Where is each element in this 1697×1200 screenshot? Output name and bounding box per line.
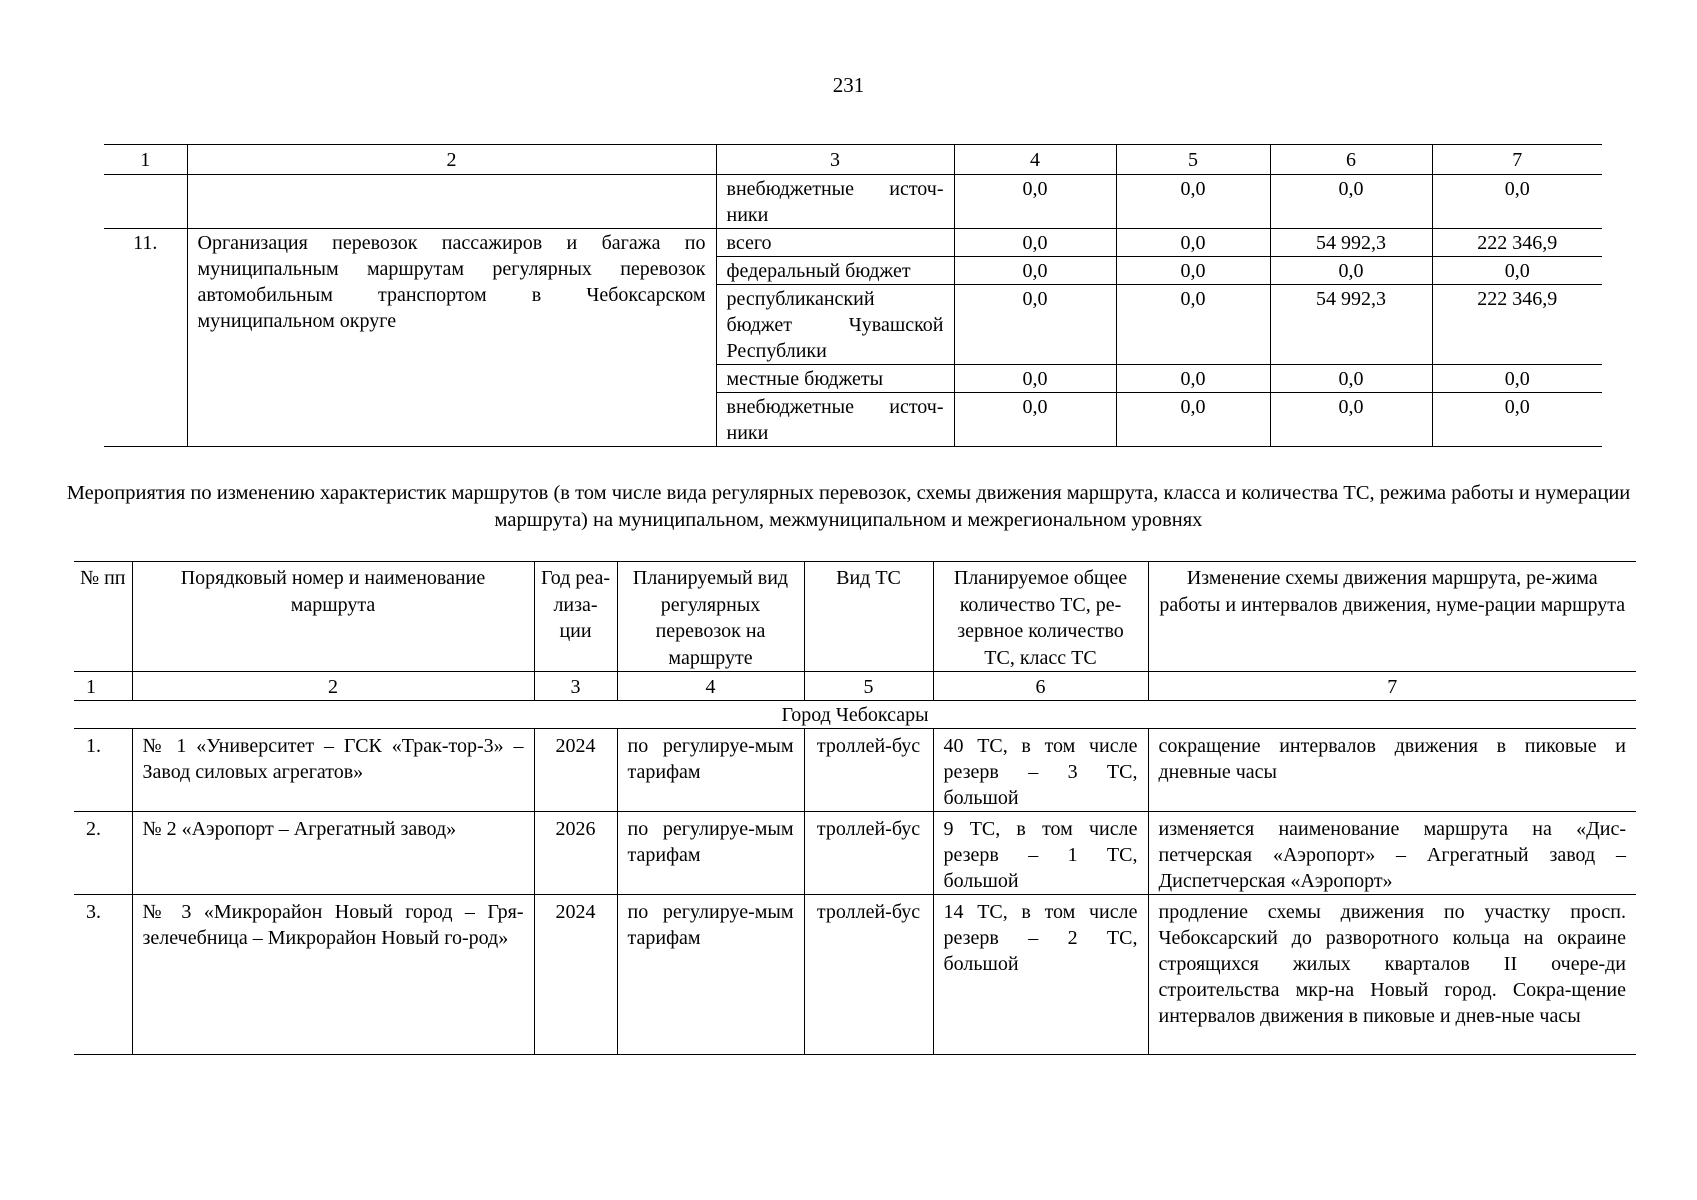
header-cell: 5 — [1116, 145, 1270, 175]
route-transport-type: по регулируе-мым тарифам — [617, 895, 804, 1055]
funding-source: внебюджетные источ-ники — [716, 393, 954, 447]
value-cell: 0,0 — [954, 285, 1116, 365]
header-count: Планируемое общее количество ТС, ре-зервное количество ТС, класс ТС — [933, 562, 1148, 672]
route-vehicle-count: 14 ТС, в том числе резерв – 2 ТС, большой — [933, 895, 1148, 1055]
header-cell: 2 — [187, 145, 716, 175]
route-name: № 1 «Университет – ГСК «Трак-тор-3» – Завод силовых агрегатов» — [132, 729, 534, 812]
value-cell: 0,0 — [954, 229, 1116, 257]
header-change: Изменение схемы движения маршрута, ре-жима работы и интервалов движения, нуме-рации маршрута — [1148, 562, 1636, 672]
value-cell: 0,0 — [1270, 257, 1432, 285]
funding-table-header — [104, 145, 1602, 175]
value-cell: 0,0 — [954, 365, 1116, 393]
value-cell: 0,0 — [1270, 393, 1432, 447]
table-row — [74, 729, 1636, 812]
column-number: 3 — [534, 672, 617, 701]
table-row — [104, 175, 1602, 229]
value-cell: 0,0 — [1116, 257, 1270, 285]
header-cell: 7 — [1432, 145, 1602, 175]
value-cell: 0,0 — [1116, 365, 1270, 393]
route-change: продление схемы движения по участку просп. Чебоксарский до разворотного кольца на окраине строящихся жилых кварталов II очере-ди строительства мкр-на Новый город. Сокра-щение интервалов движения в пиковые и днев-ные часы — [1148, 895, 1636, 1055]
route-vehicle: троллей-бус — [804, 729, 933, 812]
column-number: 7 — [1148, 672, 1636, 701]
header-route: Порядковый номер и наименование маршрута — [132, 562, 534, 672]
column-number: 1 — [74, 672, 132, 701]
city-section-title: Город Чебоксары — [74, 701, 1636, 729]
route-vehicle: троллей-бус — [804, 895, 933, 1055]
value-cell: 0,0 — [1432, 365, 1602, 393]
table-row — [74, 895, 1636, 1055]
value-cell: 0,0 — [954, 175, 1116, 229]
route-vehicle-count: 40 ТС, в том числе резерв – 3 ТС, большой — [933, 729, 1148, 812]
route-vehicle: троллей-бус — [804, 812, 933, 895]
route-change: сокращение интервалов движения в пиковые и дневные часы — [1148, 729, 1636, 812]
header-vehicle: Вид ТС — [804, 562, 933, 672]
column-number: 6 — [933, 672, 1148, 701]
header-type: Планируемый вид регулярных перевозок на маршруте — [617, 562, 804, 672]
section-row — [74, 701, 1636, 729]
value-cell: 0,0 — [1270, 175, 1432, 229]
header-cell: 1 — [104, 145, 187, 175]
row-number: 3. — [74, 895, 132, 1055]
value-cell: 0,0 — [1432, 257, 1602, 285]
empty-cell — [187, 175, 716, 229]
item-name: Организация перевозок пассажиров и багажа по муниципальным маршрутам регулярных перевозок автомобильным транспортом в Чебоксарском муниципальном округе — [187, 229, 716, 447]
routes-table-header — [74, 562, 1636, 672]
value-cell: 54 992,3 — [1270, 229, 1432, 257]
value-cell: 0,0 — [954, 257, 1116, 285]
header-cell: 6 — [1270, 145, 1432, 175]
route-change: изменяется наименование маршрута на «Дис-петчерская «Аэропорт» – Агрегатный завод – Диспетчерская «Аэропорт» — [1148, 812, 1636, 895]
value-cell: 0,0 — [1270, 365, 1432, 393]
route-name: № 2 «Аэропорт – Агрегатный завод» — [132, 812, 534, 895]
funding-source: внебюджетные источ-ники — [716, 175, 954, 229]
value-cell: 222 346,9 — [1432, 229, 1602, 257]
row-number: 1. — [74, 729, 132, 812]
route-year: 2024 — [534, 895, 617, 1055]
funding-source: республиканский бюджет Чувашской Республики — [716, 285, 954, 365]
route-vehicle-count: 9 ТС, в том числе резерв – 1 ТС, большой — [933, 812, 1148, 895]
value-cell: 0,0 — [1432, 393, 1602, 447]
column-number: 5 — [804, 672, 933, 701]
value-cell: 0,0 — [1116, 229, 1270, 257]
routes-table — [74, 561, 1636, 1055]
route-year: 2024 — [534, 729, 617, 812]
funding-source: федеральный бюджет — [716, 257, 954, 285]
value-cell: 0,0 — [1116, 285, 1270, 365]
route-year: 2026 — [534, 812, 617, 895]
header-cell: 3 — [716, 145, 954, 175]
empty-cell — [104, 175, 187, 229]
header-num: № пп — [74, 562, 132, 672]
row-number: 2. — [74, 812, 132, 895]
section-caption: Мероприятия по изменению характеристик маршрутов (в том числе вида регулярных перевозок, схемы движения маршрута, класса и количества ТС, режима работы и нумерации маршрута) на муниципальном, межмуниципальном и межрегиональном уровнях — [66, 482, 1631, 531]
header-year: Год реа-лиза-ции — [534, 562, 617, 672]
table-row — [104, 229, 1602, 257]
route-transport-type: по регулируе-мым тарифам — [617, 729, 804, 812]
route-transport-type: по регулируе-мым тарифам — [617, 812, 804, 895]
route-name: № 3 «Микрорайон Новый город – Гря-зелечебница – Микрорайон Новый го-род» — [132, 895, 534, 1055]
funding-source: всего — [716, 229, 954, 257]
page-number: 231 — [832, 73, 865, 97]
column-number: 4 — [617, 672, 804, 701]
value-cell: 0,0 — [1116, 175, 1270, 229]
funding-table — [104, 144, 1602, 447]
header-cell: 4 — [954, 145, 1116, 175]
value-cell: 54 992,3 — [1270, 285, 1432, 365]
funding-source: местные бюджеты — [716, 365, 954, 393]
value-cell: 222 346,9 — [1432, 285, 1602, 365]
value-cell: 0,0 — [954, 393, 1116, 447]
item-number: 11. — [104, 229, 187, 447]
value-cell: 0,0 — [1432, 175, 1602, 229]
column-numbers-row — [74, 672, 1636, 701]
table-row — [74, 812, 1636, 895]
value-cell: 0,0 — [1116, 393, 1270, 447]
column-number: 2 — [132, 672, 534, 701]
